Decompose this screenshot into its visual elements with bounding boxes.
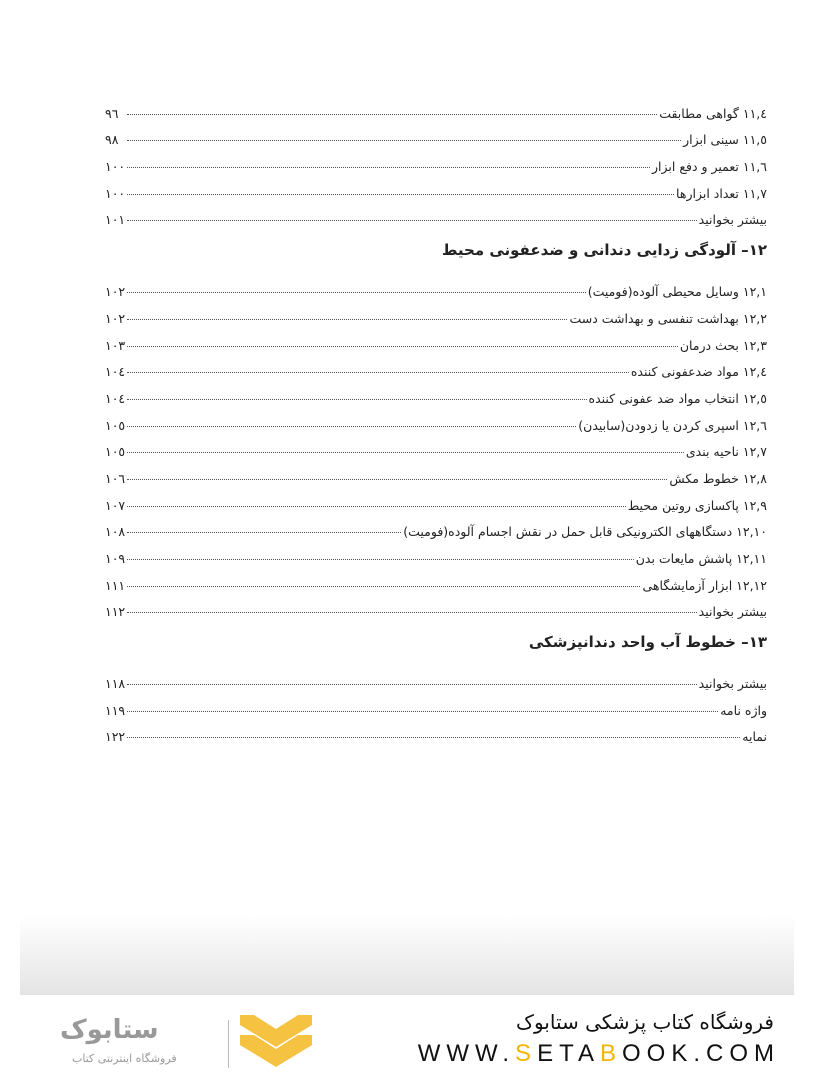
dot-leader: [127, 506, 626, 507]
dot-leader: [127, 319, 567, 320]
toc-entry-title: ١٢,٤ مواد ضدعفونی کننده: [630, 364, 767, 380]
section-13-entries: [105, 664, 767, 744]
toc-entry[interactable]: [105, 147, 767, 174]
toc-entry[interactable]: [105, 353, 767, 380]
toc-page-number: ١٠٩: [105, 551, 126, 566]
section-12-entries: [105, 272, 767, 619]
toc-entry-title: ١٢,١٠ دستگاههای الکترونیکی قابل حمل در نقش اجسام آلوده(فومیت): [403, 524, 767, 540]
dot-leader: [127, 346, 678, 347]
toc-page-number: ٩٦: [105, 105, 119, 121]
dot-leader: [127, 737, 740, 738]
toc-page-number: ٩٨: [105, 132, 119, 148]
toc-page-number: ١٠٢: [105, 310, 126, 326]
dot-leader: [127, 586, 640, 587]
toc-page-number: ١١٢: [105, 604, 126, 620]
toc-entry[interactable]: [105, 486, 767, 513]
url-accent-letter: B: [599, 1040, 622, 1067]
toc-entry-title: واژه نامه: [720, 702, 767, 718]
url-text: OOK.COM: [621, 1040, 780, 1067]
dot-leader: [127, 426, 576, 427]
toc-entry-title: ١٢,١٢ ابزار آزمایشگاهی: [642, 577, 767, 593]
toc-page-number: ١٠٨: [105, 524, 126, 540]
chapter-heading-12: ١٢– آلودگی زدایی دندانی و ضدعفونی محیط: [441, 241, 767, 260]
toc-page-number: ١٠٠: [105, 185, 126, 201]
chapter-heading-13: ١٣– خطوط آب واحد دندانپزشکی: [528, 633, 767, 652]
toc-entry[interactable]: [105, 201, 767, 228]
toc-entry[interactable]: [105, 433, 767, 460]
toc-entry-title: ١٢,٢ بهداشت تنفسی و بهداشت دست: [569, 310, 767, 326]
toc-entry[interactable]: [105, 272, 767, 299]
toc-entry-title: ١١,٧ تعداد ابزارها: [676, 185, 767, 201]
toc-entry-title: ١٢,٣ بحث درمان: [679, 337, 767, 353]
toc-entry-title: ١٢,١١ پاشش مایعات بدن: [635, 551, 767, 566]
dot-leader: [127, 711, 718, 712]
logo-wordmark: ستابوک: [60, 1015, 159, 1045]
dot-leader: [127, 167, 650, 168]
dot-leader: [127, 479, 667, 480]
toc-entry[interactable]: [105, 664, 767, 691]
toc-page-number: ١٠٤: [105, 364, 126, 380]
dot-leader: [127, 292, 586, 293]
toc-page-number: ١٠٥: [105, 444, 126, 460]
dot-leader: [127, 452, 684, 453]
dot-leader: [127, 114, 657, 115]
dot-leader: [127, 612, 697, 613]
toc-entry[interactable]: [105, 459, 767, 486]
logo-divider: [228, 1020, 229, 1068]
toc-page-number: ١٠٠: [105, 159, 126, 175]
toc-entry-title: بیشتر بخوانید: [698, 604, 767, 620]
shop-name: فروشگاه کتاب پزشکی ستابوک: [516, 1010, 774, 1034]
dot-leader: [127, 140, 681, 141]
toc-entry[interactable]: [105, 593, 767, 620]
toc-entry[interactable]: [105, 326, 767, 353]
logo-tagline: فروشگاه اینترنتی کتاب: [72, 1052, 177, 1065]
toc-entry-title: ١٢,٨ خطوط مکش: [669, 470, 767, 486]
toc-entry-title: ١٢,٥ انتخاب مواد ضد عفونی کننده: [588, 390, 767, 406]
toc-entry[interactable]: [105, 566, 767, 593]
toc-entry[interactable]: [105, 94, 767, 121]
dot-leader: [127, 194, 674, 195]
toc-entry[interactable]: [105, 513, 767, 540]
toc-entry[interactable]: [105, 174, 767, 201]
toc-page-number: ١٠٣: [105, 337, 126, 353]
website-url[interactable]: [418, 1040, 780, 1068]
toc-entry[interactable]: [105, 718, 767, 745]
toc-page-number: ١٠٤: [105, 390, 126, 406]
toc-entry-title: ١٢,٩ پاکسازی روتین محیط: [627, 497, 767, 513]
dot-leader: [127, 399, 586, 400]
toc-page-number: ١٢٢: [105, 729, 126, 745]
toc-entry-title: ١٢,١ وسایل محیطی آلوده(فومیت): [587, 284, 767, 300]
toc-entry-title: ١٢,٦ اسپری کردن یا زدودن(سابیدن): [578, 417, 767, 433]
toc-page-number: ١٠١: [105, 212, 126, 228]
section-11-entries: [105, 94, 767, 227]
toc-page-number: ١٠٢: [105, 284, 126, 300]
toc-page-number: ١١٨: [105, 676, 126, 692]
url-text: WWW.: [417, 1040, 516, 1067]
toc-entry-title: ١١,٤ گواهی مطابقت: [659, 105, 767, 121]
toc-entry-title: ١١,٦ تعمیر و دفع ابزار: [651, 159, 767, 175]
url-text: ETA: [537, 1040, 600, 1067]
url-accent-letter: S: [515, 1040, 538, 1067]
page-bottom-shadow: [20, 915, 794, 995]
toc-page-number: ١٠٧: [105, 497, 126, 513]
toc-page-number: ١١١: [105, 577, 126, 593]
toc-entry-title: بیشتر بخوانید: [698, 212, 767, 228]
dot-leader: [127, 684, 697, 685]
toc-page-number: ١٠٦: [105, 470, 126, 486]
dot-leader: [127, 372, 629, 373]
toc-page-number: ١١٩: [105, 702, 126, 718]
toc-entry-title: ١٢,٧ ناحیه بندی: [685, 444, 767, 460]
toc-entry-title: ١١,٥ سینی ابزار: [683, 132, 767, 148]
toc-page-number: ١٠٥: [105, 417, 126, 433]
dot-leader: [127, 532, 401, 533]
toc-entry[interactable]: [105, 121, 767, 148]
dot-leader: [127, 220, 697, 221]
toc-entry-title: بیشتر بخوانید: [698, 676, 767, 692]
toc-entry[interactable]: [105, 299, 767, 326]
toc-entry-title: نمایه: [742, 729, 767, 745]
toc-entry[interactable]: [105, 539, 767, 566]
toc-entry[interactable]: [105, 691, 767, 718]
chevron-logo-icon: [240, 1015, 312, 1071]
toc-entry[interactable]: [105, 406, 767, 433]
table-of-contents: [105, 94, 767, 744]
toc-entry[interactable]: [105, 379, 767, 406]
dot-leader: [127, 559, 634, 560]
